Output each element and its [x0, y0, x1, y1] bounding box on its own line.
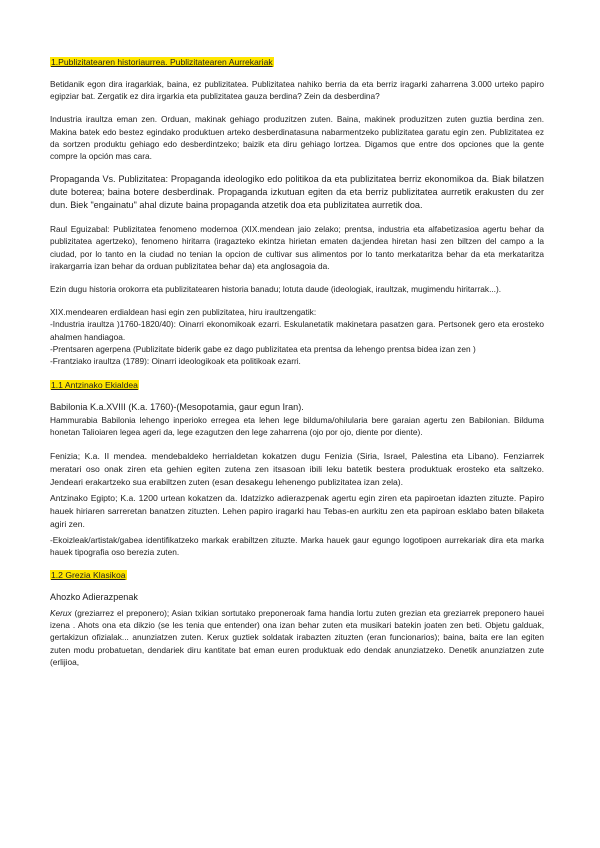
paragraph-historia: Ezin dugu historia orokorra eta publizitatearen historia banadu; lotuta daude (ideologiak, iraultzak, mugimendu hiritarrak...). [50, 284, 502, 295]
paragraph-industria: Industria iraultza eman zen. Orduan, makinak gehiago produzitzen zuten. Baina, makinek produzitzen zuten guztia berdina zen. Makina batek edo bestez egindako produktuen arteko desberdinatasuna nabarmentzeko publizitatea garatu egin zen. Publizitatea ez da sortzen produktu gehiago edo desberdintzeko; baizik eta diru gehiago lortzea. Digamos que entre dos opciones que la gente compre la opción mas cara. [50, 114, 544, 162]
section-heading-2: 1.1 Antzinako Ekialdea [51, 380, 138, 391]
kerux-text: (greziarrez el preponero); Asian txikian sortutako preponeroak fama handia lortu zuten grezian eta greziarrek preponero hauei izena . Ahots ona eta dikzio (se les tenia que entender) ona izan behar zuten eta musikari batekin joaten zen beti. Objetu galduak, gertakizun ofizialak... anunziatzen zuten. Kerux guztiek soldatak irabazten zituzten (eran funcionarios); baina, baita ere lan egiten zuten modu probatuetan, dendariek diru kantitate bat eman euren produktuak edo dendak anunziatzeko. Denetik anunziatzen zute (erlijioa, [50, 608, 544, 667]
subheading-ahozko: Ahozko Adierazpenak [50, 592, 138, 603]
document-body [50, 56, 544, 679]
paragraph-kerux [50, 607, 544, 668]
revolutions-list [50, 306, 544, 367]
list-item: -Prentsaren agerpena (Publizitate biderik gabe ez dago publizitatea eta prentsa da lehengo prentsa bidea izan zen ) [50, 343, 476, 354]
paragraph-egipto: Antzinako Egipto; K.a. 1200 urtean kokatzen da. Idatzizko adierazpenak agertu egin ziren eta papiroetan idazten zituzte. Papiro hauek hiriaren sarreretan banatzen zituzten. Lehen papiro iragarki hau Tebas-en aurkitu zen eta papiroan esklabo baten bilaketa agiri zen. [50, 492, 544, 529]
list-intro: XIX.mendearen erdialdean hasi egin zen publizitatea, hiru iraultzengatik: [50, 307, 317, 318]
paragraph-ekoizleak: -Ekoizleak/artistak/gabea identifikatzeko markak erabiltzen zituzte. Marka hauek gaur egungo logotipoen aurrekariak dira eta marka hauek tipografia oso berezia zuten. [50, 534, 544, 557]
list-item: -Frantziako iraultza (1789): Oinarri ideologikoak eta politikoak ezarri. [50, 356, 301, 367]
paragraph-eguizabal: Raul Eguizabal: Publizitatea fenomeno modernoa (XIX.mendean jaio zelako; prentsa, industria eta alfabetizasioa agertu behar da publizitatea agertzeko), fenomeno hiritarra (iragazteko ekintza hirietan ematen da;jendea hiretan hasi zen biltzen del campo a la ciudad, por lo tanto en la ciudad no tenian la opcion de cultivar sus alimentos por lo tanto merkataritza behar da eta merkataritza irakargarria izan behar da orduan publizitatea behar da) eta anglosagoia da. [50, 224, 544, 271]
list-item: -Industria iraultza )1760-1820/40): Oinarri ekonomikoak ezarri. Eskulanetatik makinetara pasatzen gara. Pertsonek gero eta erosteko ahalmen handiagoa. [50, 319, 544, 342]
babilonia-text: Hammurabia Babilonia lehengo inperioko erregea eta lehen lege bilduma/ohilularia bere garaian agertu zen Babilonian. Bilduma honetan Talioiaren legea ageri da, lege ezagutzen den lege zaharrena (ojo por ojo, diente por diente). [50, 415, 544, 438]
paragraph-propaganda: Propaganda Vs. Publizitatea: Propaganda ideologiko edo politikoa da eta publizitatea berriz ekonomikoa da. Biak bilatzen dute boterea; baina botere desberdinak. Propaganda izkutuan egiten da eta berriz publizitatea aurretik erakusten du zer dun. Biek "engainatu" ahal dizute baina propaganda atzetik doa eta publizitatea aurretik doa. [50, 174, 544, 211]
section-heading-3: 1.2 Grezia Klasikoa [51, 570, 126, 581]
section-heading-1: 1.Publizitatearen historiaurrea. Publizitatearen Aurrekariak [51, 57, 273, 67]
babilonia-lead: Babilonia K.a.XVIII (K.a. 1760)-(Mesopotamia, gaur egun Iran). [50, 402, 304, 413]
kerux-term: Kerux [50, 608, 72, 619]
babilonia-block [50, 401, 544, 438]
paragraph-fenizia: Fenizia; K.a. II mendea. mendebaldeko herrialdetan kokatzen dugu Fenizia (Siria, Israel, Palestina eta Libano). Fenziarrek meratari oso onak ziren eta gehien egiten zutena zen itsasoan ibili leku batetik bestera produktuak erosteko eta saltzeko. Jendeari erakartzeko sua erabiltzen zuten (esan desakegu lehenengo publizitatea izan zela). [50, 450, 544, 487]
paragraph-intro: Betidanik egon dira iragarkiak, baina, ez publizitatea. Publizitatea nahiko berria da eta berriz iragarki zaharrena 3.000 urteko papiro egipziar bat. Zergatik ez dira irgarkia eta publizitatea gauza berdina? Zein da desberdina? [50, 79, 544, 102]
